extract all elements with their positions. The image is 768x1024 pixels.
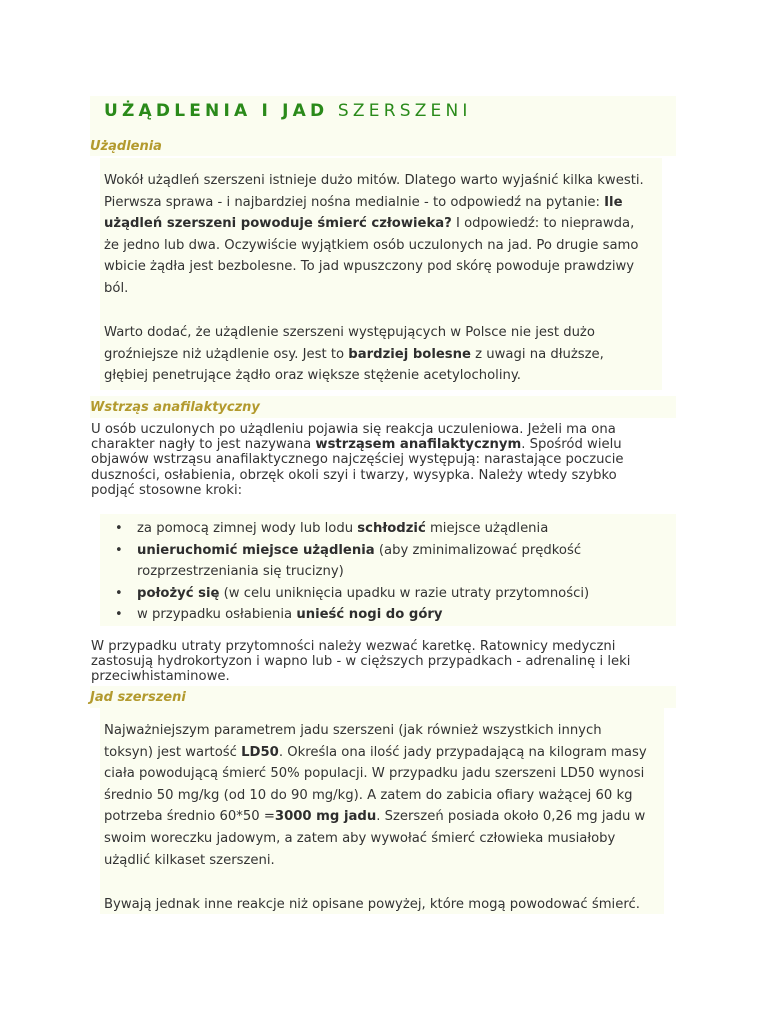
text-line: ból. [104,280,129,296]
text-line: I odpowiedź: to nieprawda, [451,216,635,232]
venom-paragraph-2 [104,894,664,916]
page-title-rest: SZERSZENI [337,101,472,121]
text-line: (w celu uniknięcia upadku w razie utraty przytomności) [219,585,590,601]
text-line: podjąć stosowne kroki: [91,482,243,498]
list-item [115,583,697,605]
bullet-icon: • [115,521,123,536]
text-line: Wokół użądleń szerszeni istnieje dużo mitów. Dlatego warto wyjaśnić kilka kwesti. [104,173,644,188]
text-line: . Określa ona ilość jady przypadającą na kilogram masy [278,744,647,760]
bold-text: unieruchomić miejsce użądlenia [137,542,375,558]
text-line: Warto dodać, że użądlenie szerszeni występujących w Polsce nie jest dużo [104,325,595,340]
list-item [115,540,697,583]
bold-text: schłodzić [357,521,426,536]
shock-outro-paragraph [91,639,691,685]
stings-paragraph-2 [104,322,664,387]
bold-text: użądleń szerszeni powoduje śmierć człowieka? [104,216,452,232]
text-line: charakter nagły to jest nazywana [91,437,316,453]
bullet-icon: • [115,607,123,623]
text-line: Pierwsza sprawa - i najbardziej nośna medialnie - to odpowiedź na pytanie: [104,194,605,210]
section-heading-venom: Jad szerszeni [90,689,192,707]
text-line: za pomocą zimnej wody lub lodu [137,521,358,536]
text-line: (aby zminimalizować prędkość [374,542,582,558]
bold-text: LD50 [241,744,279,760]
bold-text: położyć się [137,585,220,601]
text-line: zastosują hydrokortyzon i wapno lub - w cięższych przypadkach - adrenalinę i leki [91,654,631,670]
text-line: miejsce użądlenia [425,521,549,536]
bold-text: bardziej bolesne [348,346,471,362]
text-line: Najważniejszym parametrem jadu szerszeni (jak również wszystkich innych [104,723,602,738]
text-line: swoim woreczku jadowym, a zatem aby wywołać śmierć człowieka musiałoby [104,830,616,846]
text-line: W przypadku utraty przytomności należy wezwać karetkę. Ratownicy medyczni [91,639,616,654]
text-line: rozprzestrzeniania się trucizny) [137,564,344,580]
text-line: duszności, osłabienia, obrzęk okoli szyi i twarzy, wysypka. Należy wtedy szybko [91,467,617,483]
section-heading-shock: Wstrząs anafilaktyczny [90,399,266,417]
list-item [115,518,697,540]
text-line: U osób uczulonych po użądleniu pojawia się reakcja uczuleniowa. Jeżeli ma ona [91,422,616,437]
bullet-icon: • [115,585,123,601]
bold-text: wstrząsem anafilaktycznym [315,437,522,453]
text-line: . Spośród wielu [521,437,622,453]
text-line: potrzeba średnio 60*50 = [104,809,275,825]
section-heading-stings: Użądlenia [90,138,168,156]
page-title-bold: UŻĄDLENIA I JAD [104,101,329,121]
page-title [104,100,472,122]
stings-paragraph-1 [104,170,664,300]
text-line: wbicie żądła jest bezbolesne. To jad wpuszczony pod skórę powoduje prawdziwy [104,259,635,275]
text-line: że jedno lub dwa. Oczywiście wyjątkiem osób uczulonych na jad. Po drugie samo [104,237,639,253]
text-line: użądlić kilkaset szerszeni. [104,852,275,868]
text-line: średnio 50 mg/kg (od 10 do 90 mg/kg). A zatem do zabicia ofiary ważącej 60 kg [104,787,633,803]
venom-paragraph-1 [104,720,664,871]
text-line: Bywają jednak inne reakcje niż opisane powyżej, które mogą powodować śmierć. [104,897,640,912]
text-line: groźniejsze niż użądlenie osy. Jest to [104,346,349,362]
text-line: objawów wstrząsu anafilaktycznego najczęściej występują: narastające poczucie [91,452,624,468]
text-line: toksyn) jest wartość [104,744,242,760]
shock-intro-paragraph [91,422,691,498]
text-line: w przypadku osłabienia [137,607,297,623]
list-item [115,604,697,626]
bullet-icon: • [115,542,123,558]
bold-text: 3000 mg jadu [274,809,377,825]
text-line: z uwagi na dłuższe, [470,346,604,362]
text-line: ciała powodującą śmierć 50% populacji. W przypadku jadu szerszeni LD50 wynosi [104,766,645,782]
bold-text: unieść nogi do góry [296,607,443,623]
text-line: przeciwhistaminowe. [91,669,230,685]
text-line: głębiej penetrujące żądło oraz większe stężenie acetylocholiny. [104,368,521,384]
bold-text: Ile [604,194,623,210]
first-aid-steps-list [100,518,697,626]
text-line: . Szerszeń posiada około 0,26 mg jadu w [376,809,646,825]
